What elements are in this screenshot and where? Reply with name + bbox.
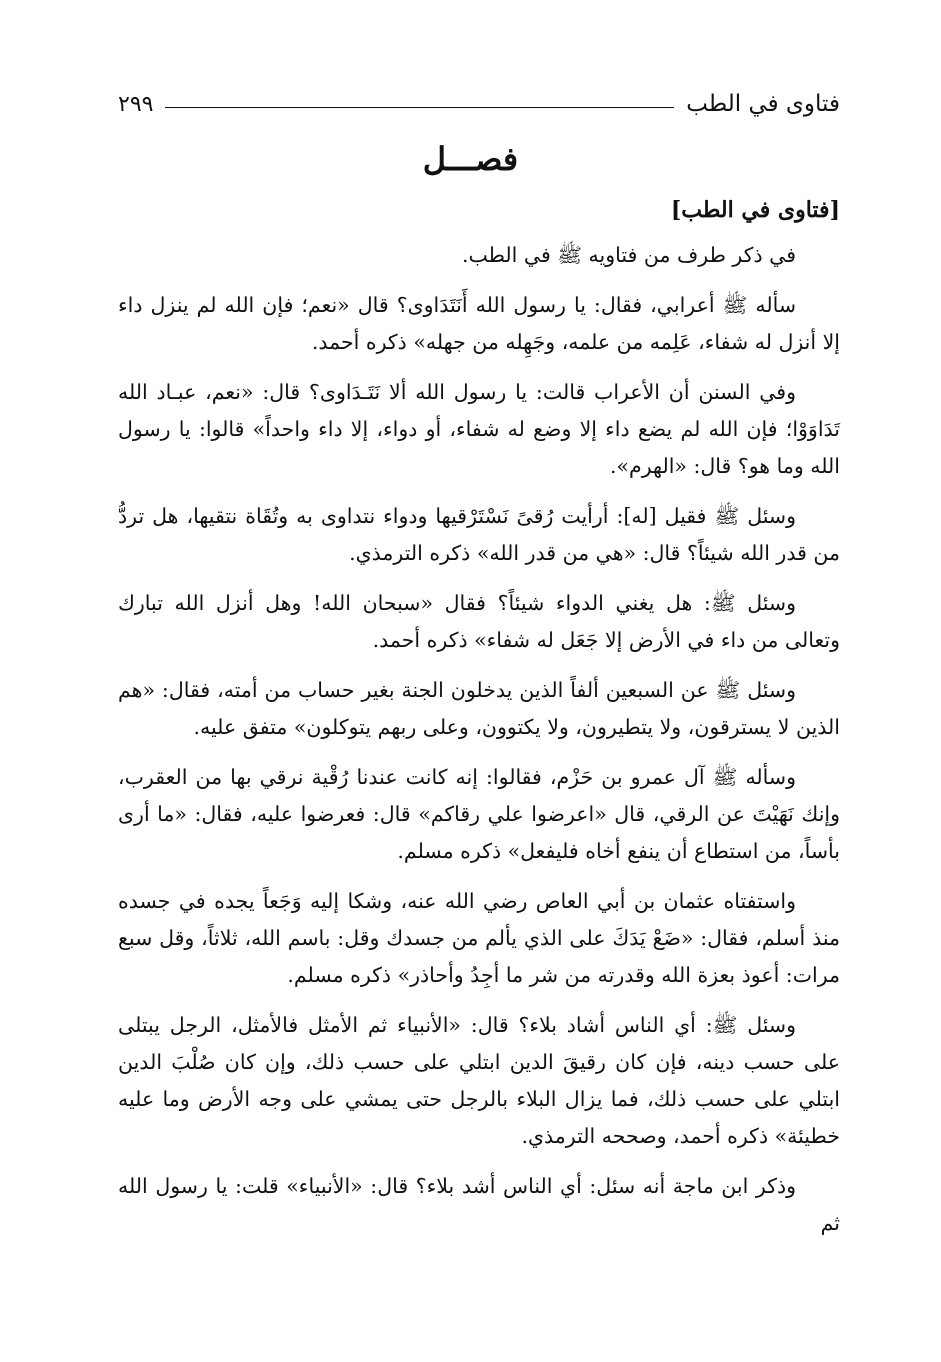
paragraph: سأله ﷺ أعرابي، فقال: يا رسول الله أَنَتَدَاوى؟ قال «نعم؛ فإن الله لم ينزل داء إلا أنزل له شفاء، عَلِمه من علمه، وجَهِله من جهله» ذكره أحمد. — [118, 293, 840, 354]
paragraph: في ذكر طرف من فتاويه ﷺ في الطب. — [461, 243, 796, 267]
paragraph: وسئل ﷺ فقيل [له]: أرأيت رُقىً نَسْتَرْقيها ودواء نتداوى به وتُقَاة نتقيها، هل تردُّ من قدر الله شيئاً؟ قال: «هي من قدر الله» ذكره الترمذي. — [118, 504, 840, 565]
paragraph: وذكر ابن ماجة أنه سئل: أي الناس أشد بلاء؟ قال: «الأنبياء» قلت: يا رسول الله ثم — [118, 1174, 840, 1235]
subheading: [فتاوى في الطب] — [670, 197, 840, 223]
header-rule — [165, 107, 674, 108]
paragraph: وسأله ﷺ آل عمرو بن حَزْم، فقالوا: إنه كانت عندنا رُقْية نرقي بها من العقرب، وإنك نَهَيْتَ عن الرقي، قال «اعرضوا علي رقاكم» قال: فعرضوا عليه، فقال: «ما أرى بأساً، من استطاع أن ينفع أخاه فليفعل» ذكره مسلم. — [118, 765, 840, 863]
section-title: فصـــل — [422, 140, 519, 178]
paragraph: وسئل ﷺ عن السبعين ألفاً الذين يدخلون الجنة بغير حساب من أمته، فقال: «هم الذين لا يسترقون، ولا يتطيرون، ولا يكتوون، وعلى ربهم يتوكلون» متفق عليه. — [118, 678, 840, 739]
paragraph: وفي السنن أن الأعراب قالت: يا رسول الله ألا نَتَـدَاوى؟ قال: «نعم، عبـاد الله تَدَاوَوْا؛ فإن الله لم يضع داء إلا وضع له شفاء، أو دواء، إلا داء واحداً» قالوا: يا رسول الله وما هو؟ قال: «الهرم». — [118, 380, 840, 478]
running-title: فتاوى في الطب — [686, 91, 840, 117]
page-number: ٢٩٩ — [118, 91, 154, 117]
page-body — [118, 192, 840, 1255]
paragraph: وسئل ﷺ: أي الناس أشاد بلاء؟ قال: «الأنبياء ثم الأمثل فالأمثل، الرجل يبتلى على حسب دينه، فإن كان رقيقَ الدين ابتلي على حسب ذلك، وإن كان صُلْبَ الدين ابتلي على حسب ذلك، فما يزال البلاء بالرجل حتى يمشي على وجه الأرض وما عليه خطيئة» ذكره أحمد، وصححه الترمذي. — [118, 1013, 840, 1148]
paragraph: وسئل ﷺ: هل يغني الدواء شيئاً؟ فقال «سبحان الله! وهل أنزل الله تبارك وتعالى من داء في الأرض إلا جَعَل له شفاء» ذكره أحمد. — [118, 591, 840, 652]
running-header — [118, 86, 840, 122]
paragraph: واستفتاه عثمان بن أبي العاص رضي الله عنه، وشكا إليه وَجَعاً يجده في جسده منذ أسلم، فقال: «ضَعْ يَدَكَ على الذي يألم من جسدك وقل: باسم الله، ثلاثاً، وقل سبع مرات: أعوذ بعزة الله وقدرته من شر ما أجِدُ وأحاذر» ذكره مسلم. — [118, 889, 840, 987]
